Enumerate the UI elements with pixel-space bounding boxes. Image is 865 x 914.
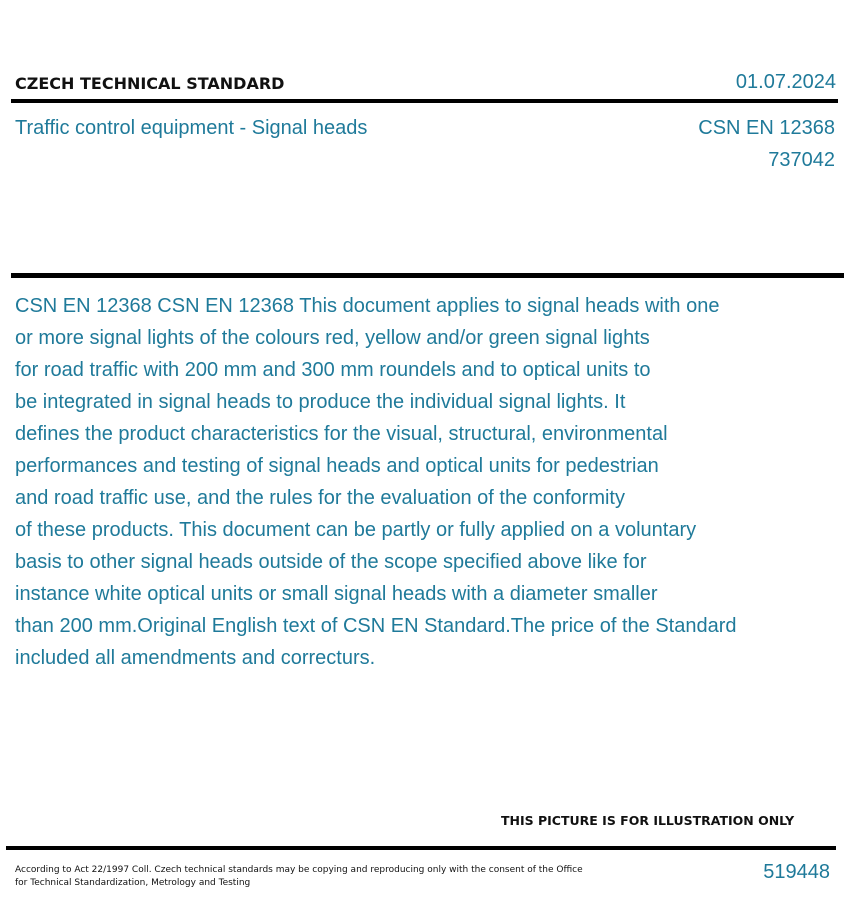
abstract-line: defines the product characteristics for the visual, structural, environmental [15,423,668,445]
abstract-line: be integrated in signal heads to produce the individual signal lights. It [15,391,626,413]
legal-notice-line: According to Act 22/1997 Coll. Czech technical standards may be copying and reproducing only with the consent of the Office [15,865,583,875]
classification-number: 737042 [768,149,835,171]
abstract-text [15,290,815,674]
abstract-line: and road traffic use, and the rules for the evaluation of the conformity [15,487,625,509]
standard-category-heading: CZECH TECHNICAL STANDARD [15,74,285,93]
catalog-number: 519448 [763,861,830,883]
abstract-line: of these products. This document can be partly or fully applied on a voluntary [15,519,697,541]
abstract-line: included all amendments and correcturs. [15,647,376,669]
publication-date: 01.07.2024 [735,71,836,93]
abstract-line: performances and testing of signal heads and optical units for pedestrian [15,455,659,477]
illustration-notice: THIS PICTURE IS FOR ILLUSTRATION ONLY [501,813,795,828]
bottom-divider [6,846,836,850]
standard-number: CSN EN 12368 [698,117,835,139]
middle-divider [11,273,844,278]
abstract-line: CSN EN 12368 CSN EN 12368 This document applies to signal heads with one [15,295,720,317]
abstract-line: or more signal lights of the colours red, yellow and/or green signal lights [15,327,650,349]
document-title: Traffic control equipment - Signal heads [15,117,368,139]
abstract-line: than 200 mm.Original English text of CSN EN Standard.The price of the Standard [15,615,737,637]
abstract-line: basis to other signal heads outside of the scope specified above like for [15,551,647,573]
abstract-line: for road traffic with 200 mm and 300 mm roundels and to optical units to [15,359,651,381]
top-divider [11,99,838,103]
legal-notice [15,864,583,890]
abstract-line: instance white optical units or small signal heads with a diameter smaller [15,583,658,605]
legal-notice-line: for Technical Standardization, Metrology and Testing [15,878,251,888]
